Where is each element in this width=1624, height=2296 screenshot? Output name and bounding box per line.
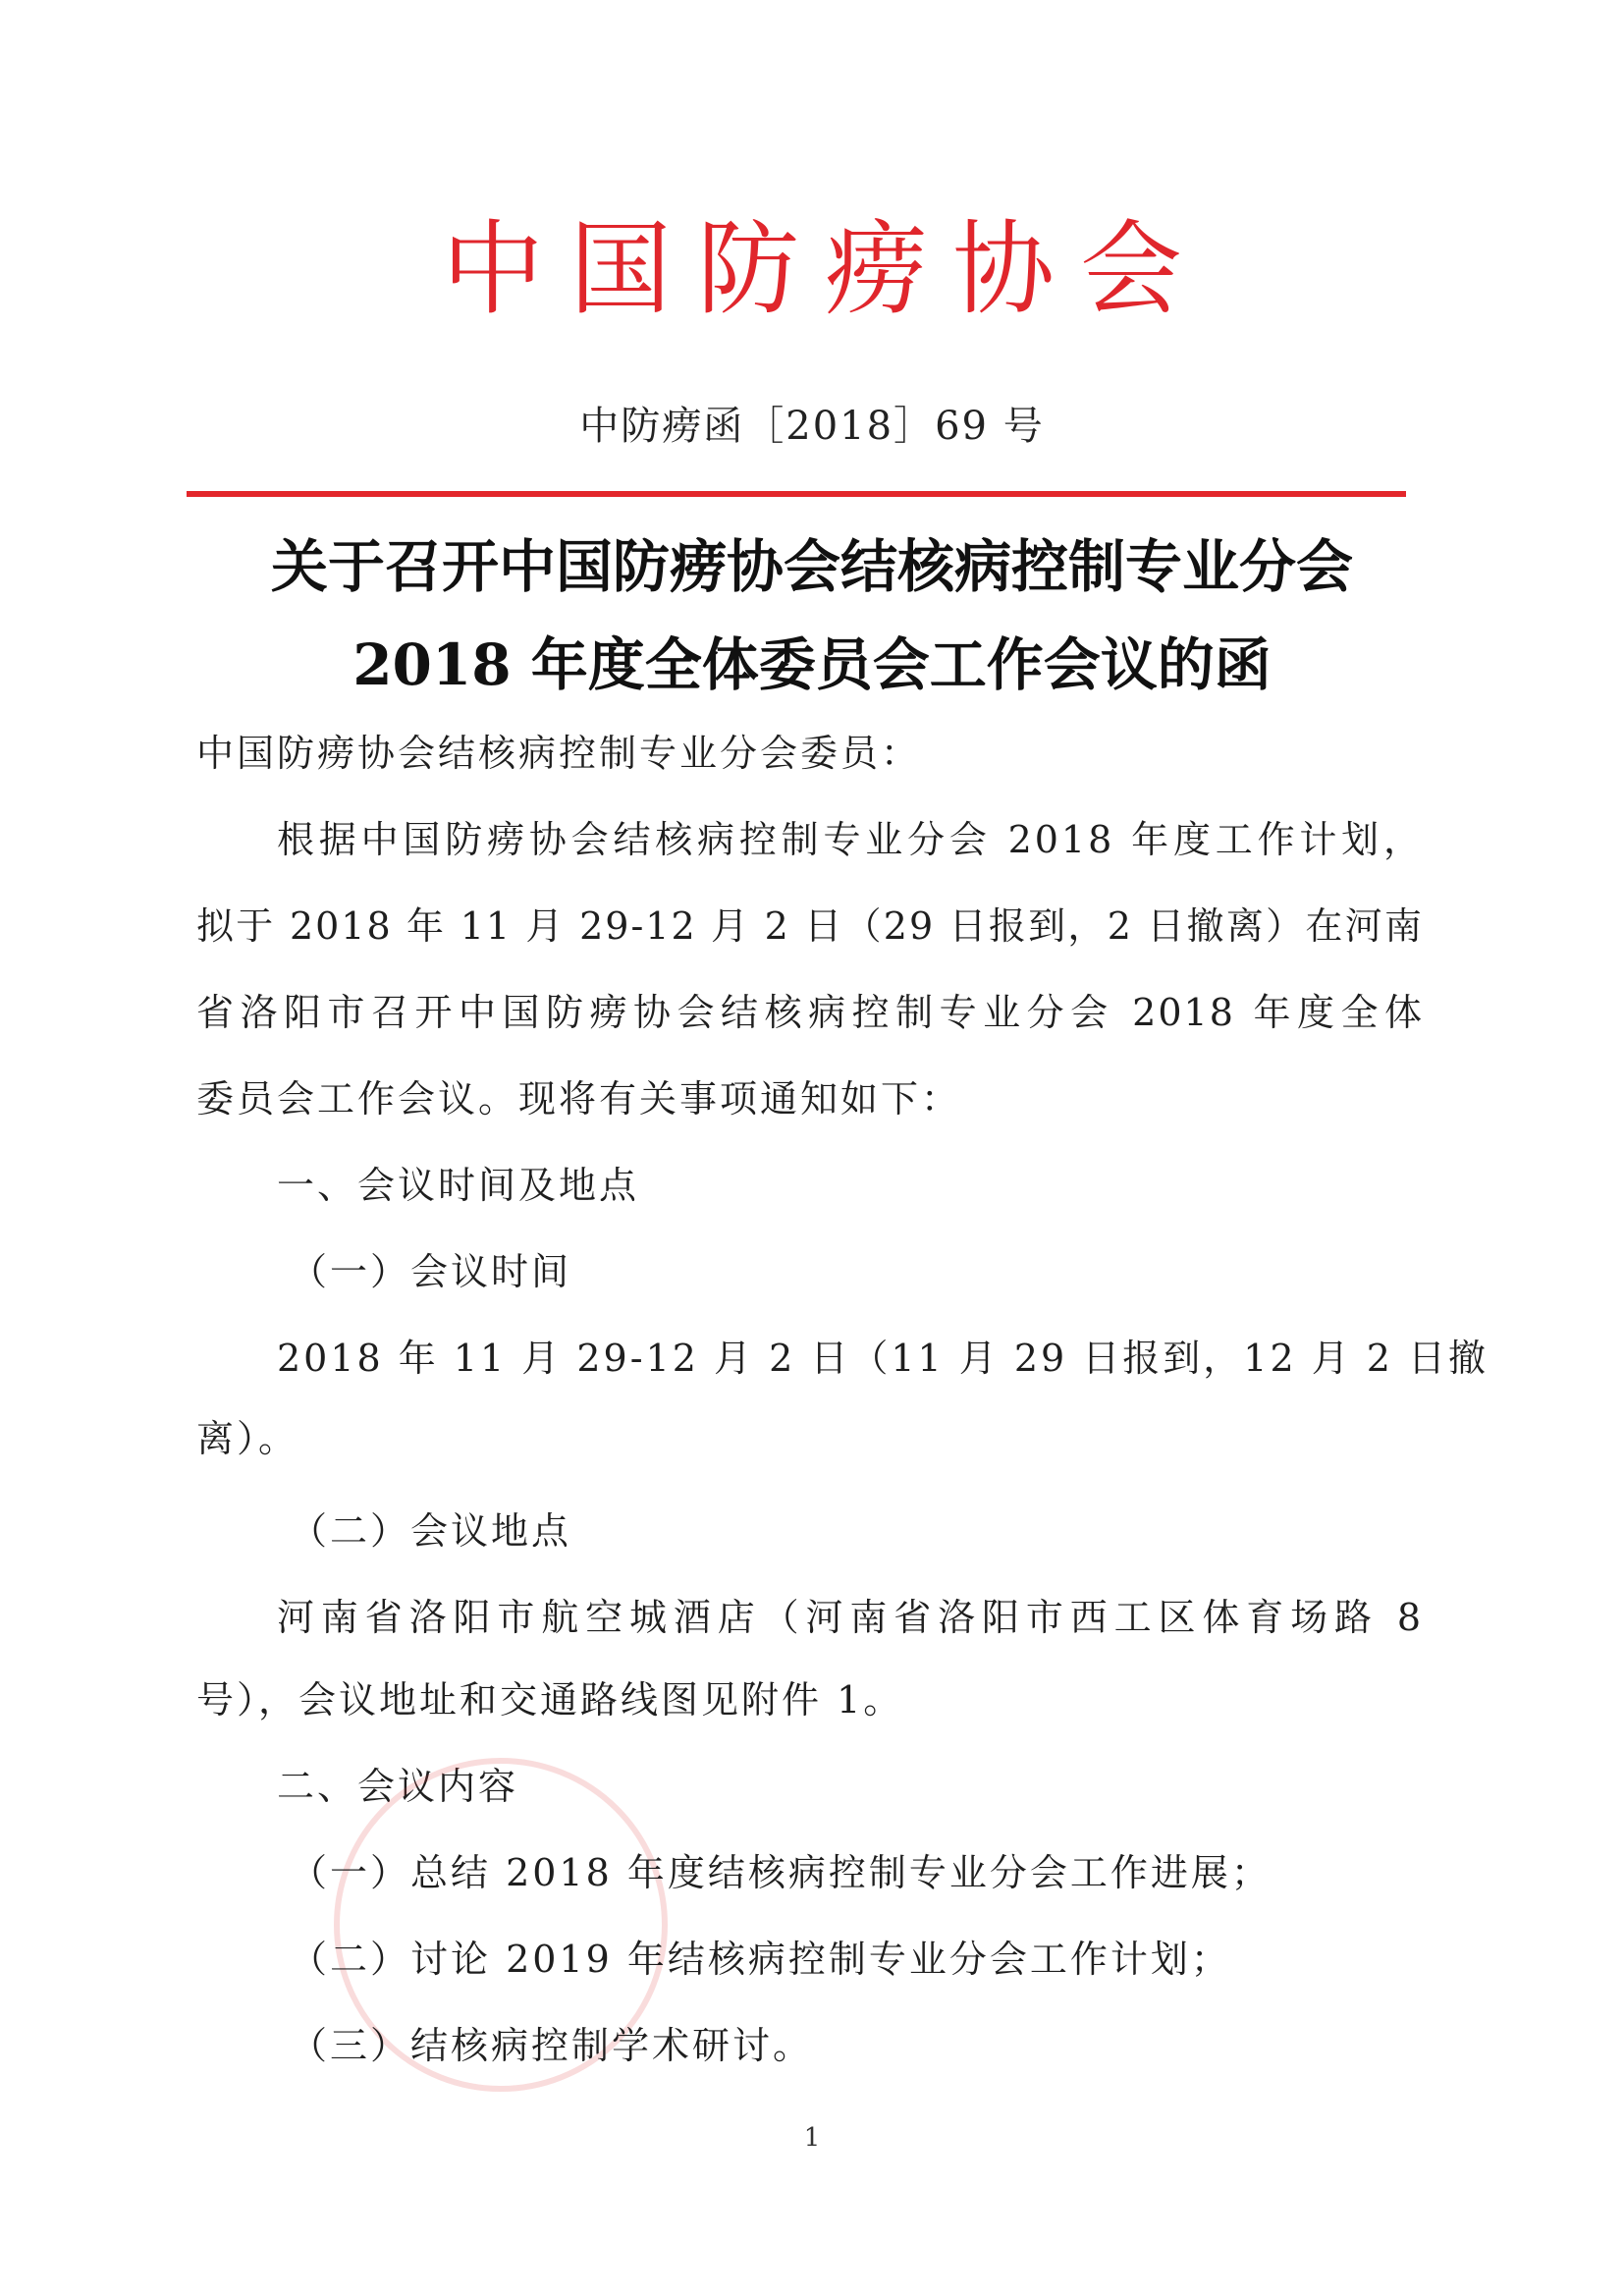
- section-1-heading: 一、会议时间及地点: [277, 1164, 640, 1207]
- salutation: 中国防痨协会结核病控制专业分会委员：: [196, 732, 922, 775]
- section-1-place-heading: （二）会议地点: [290, 1509, 572, 1553]
- place-line-2: 号），会议地址和交通路线图见附件 1。: [196, 1678, 904, 1722]
- intro-line-4: 委员会工作会议。现将有关事项通知如下：: [196, 1077, 962, 1121]
- section-2-item-3: （三）结核病控制学术研讨。: [290, 2024, 814, 2067]
- place-line-1: 河南省洛阳市航空城酒店（河南省洛阳市西工区体育场路 8: [277, 1596, 1424, 1639]
- section-1-time-heading: （一）会议时间: [290, 1250, 572, 1293]
- intro-line-2: 拟于 2018 年 11 月 29-12 月 2 日（29 日报到，2 日撤离）在河南: [196, 904, 1424, 948]
- intro-line-1: 根据中国防痨协会结核病控制专业分会 2018 年度工作计划，: [277, 818, 1424, 861]
- red-divider: [187, 491, 1406, 497]
- org-letterhead: 中国防痨协会: [441, 209, 1208, 329]
- section-2-item-2: （二）讨论 2019 年结核病控制专业分会工作计划；: [290, 1938, 1231, 1981]
- time-line-2: 离）。: [196, 1417, 299, 1460]
- section-2-heading: 二、会议内容: [277, 1765, 519, 1808]
- intro-line-3: 省洛阳市召开中国防痨协会结核病控制专业分会 2018 年度全体: [196, 991, 1424, 1034]
- document-title-line-2: 2018 年度全体委员会工作会议的函: [352, 631, 1272, 698]
- document-title-line-1: 关于召开中国防痨协会结核病控制专业分会: [270, 533, 1353, 600]
- time-line-1: 2018 年 11 月 29-12 月 2 日（11 月 29 日报到，12 月 2 日撤: [277, 1337, 1489, 1380]
- document-number: 中防痨函［2018］69 号: [579, 404, 1045, 449]
- page-number: 1: [803, 2123, 821, 2153]
- section-2-item-1: （一）总结 2018 年度结核病控制专业分会工作进展；: [290, 1851, 1272, 1894]
